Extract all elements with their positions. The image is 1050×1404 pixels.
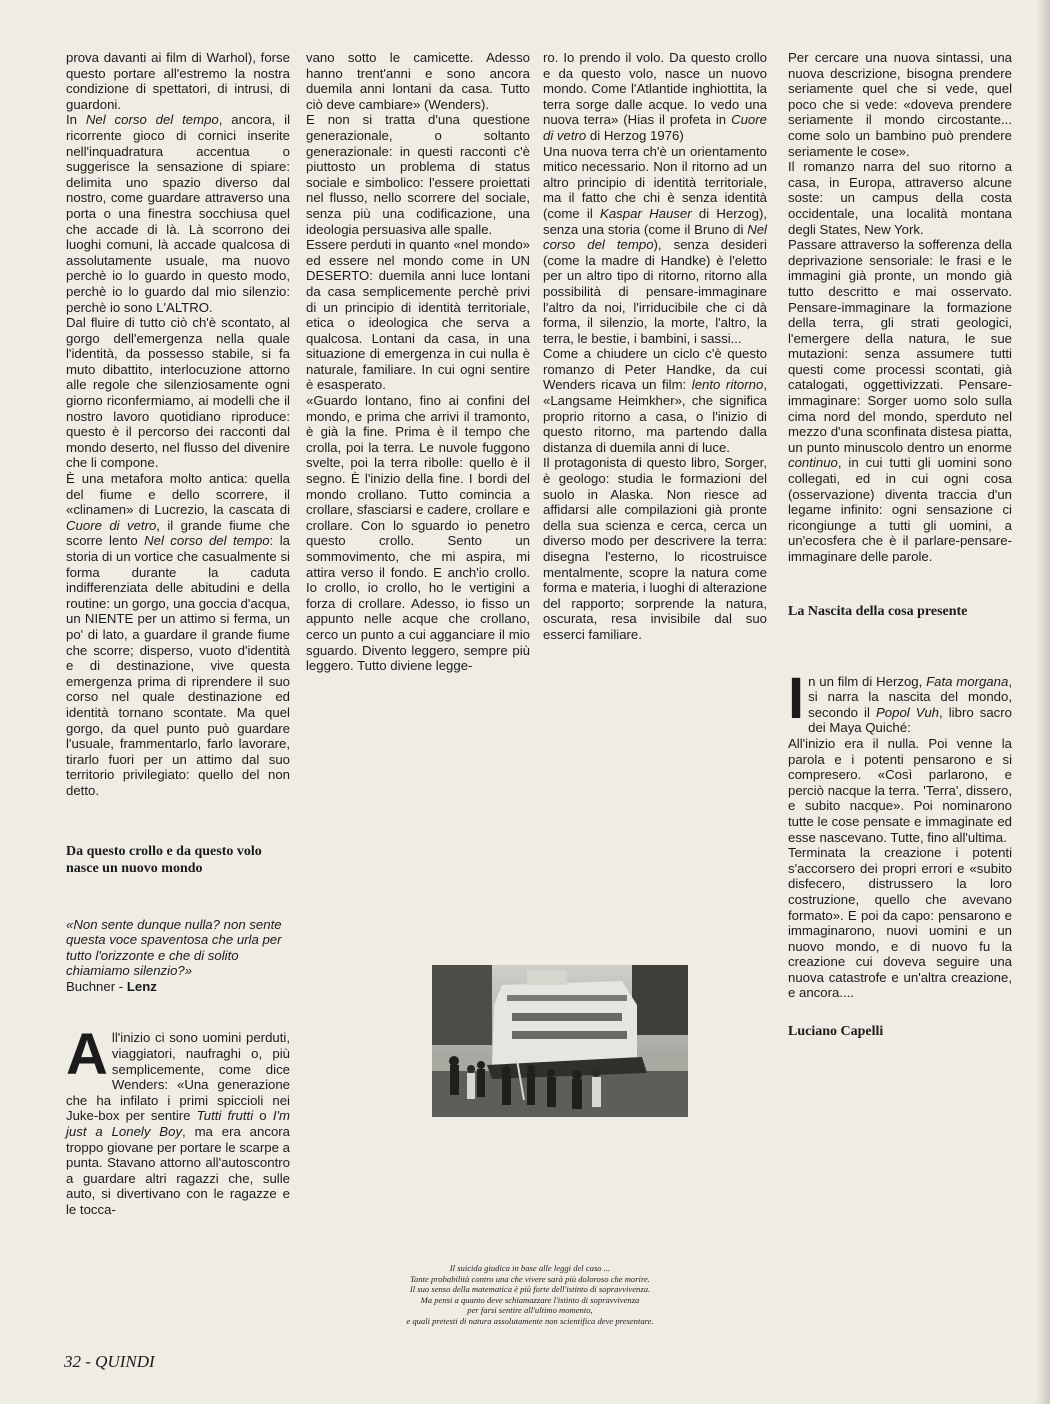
paragraph: Terminata la creazione i potenti s'accorsero dei propri errori e «subito disfecero, distrussero la loro costruzione, quello che avevano formato». E poi da capo: pensarono e immaginarono, nuovi uomini e un nuovo mondo, e di nuovo fu la creazione cui doveva seguire una nuova catastrofe e un'altra creazione, e ancora....: [788, 845, 1012, 1001]
paragraph: vano sotto le camicette. Adesso hanno trent'anni e sono ancora duemila anni lontani da casa. Tutto ciò deve cambiare» (Wenders).: [306, 50, 530, 112]
paragraph: «Guardo lontano, fino ai confini del mondo, e prima che arrivi il tramonto, è già la fine. Prima è il tempo che crolla, poi la terra. Le nuvole fuggono svelte, poi la terra ribolle: quello è il segno. È l'inizio della fine. I bordi del mondo crollano. Tutto comincia a crollare, sfasciarsi e cadere, crollare e crollare. Con lo sguardo io penetro questo crollo. Sento un sommovimento, che mi aspira, mi attira verso il fondo. E anch'io crollo. Io crollo, io crollo, ho le vertigini a forza di crollare. Adesso, io fisso un appunto nelle acque che crollano, cerco un punto a cui agganciare il mio sguardo. Divento leggero, sempre più leggero. Tutto diviene legge-: [306, 393, 530, 674]
italic-title: continuo: [788, 455, 838, 471]
text-run: , il grande fiume che scorre lento: [66, 517, 290, 549]
italic-title: lento ritorno: [691, 377, 764, 393]
photo-caption: [360, 1263, 700, 1327]
paragraph-text: [808, 674, 1012, 736]
drop-cap: A: [66, 1022, 108, 1088]
paragraph: [543, 346, 767, 455]
italic-title: Kaspar Hauser: [600, 205, 692, 221]
paragraph: Per cercare una nuova sintassi, una nuova descrizione, bisogna prendere seriamente quel che si vede, quel poco che si vede: «doveva prendere seriamente il mondo circostante... come solo un bambino può prendere seriamente le cose».: [788, 50, 1012, 159]
paragraph: Essere perduti in quanto «nel mondo» ed essere nel mondo come in UN DESERTO: duemila anni luce lontani da casa semplicemente perchè privi di un principio di identità territoriale, etica o ideologica che serva a qualcosa. Lontani da casa, in una situazione di emergenza in cui nulla è naturale, familiare. In cui ogni sentire è esasperato.: [306, 237, 530, 393]
text-run: Passare attraverso la sofferenza della deprivazione sensoriale: le frasi e le immagini già pronte, un mondo già tutto descritto e mai osservato. Pensare-immaginare la formazione della terra, gli strati geologici, l'emergere della natura, le sue mutazioni: senza assumere tutti questi come processi scontati, già catalogati, oggettivizzati. Pensare-immaginare: Sorger uomo solo sulla cima nord del mondo, sperduto nel mezzo d'una sconfinata distesa piatta, un punto minuscolo dentro un enorme: [788, 237, 1012, 455]
text-run: , si narra la nascita del mondo, secondo il: [808, 673, 1012, 720]
epigraph-quote: «Non sente dunque nulla? non sente questa voce spaventosa che urla per tutto l'orizzonte e che di solito chiamiamo silenzio?»: [66, 916, 282, 979]
caption-line: Il suo senso della matematica è più forte dell'istinto di sopravvivenza.: [409, 1284, 651, 1295]
text-run: In: [66, 112, 86, 128]
text-run: o: [253, 1108, 273, 1124]
paragraph: [543, 50, 767, 144]
italic-title: Nel corso del tempo: [144, 533, 270, 549]
italic-title: Popol Vuh: [875, 704, 940, 720]
italic-title: Tutti frutti: [196, 1108, 254, 1124]
epigraph-author: Buchner -: [66, 978, 127, 994]
photo-illustration: [432, 965, 688, 1117]
text-run: , ancora, il ricorrente gioco di cornici inserite nell'inquadratura accentua o suggerisce la sensazione di spiare: delimita uno spazio diverso dal nostro, come guardare attraverso una porta o una finestra socchiusa quel che accade di là. Là scorrono dei luoghi comuni, là accade qualcosa di assolutamente usuale, ma nuovo perchè io lo guardo in questo modo, perchè io lo guardo dal mio silenzio: perchè io sono L'ALTRO.: [66, 112, 291, 315]
text-run: ll'inizio ci sono uomini perduti, viaggiatori, naufraghi o, più semplicemente, come dice Wenders: «Una generazione che ha infilato i primi spiccioli nei Juke-box per sentire: [66, 1030, 290, 1124]
text-run: di Herzog), senza una storia (come il Bruno di: [543, 205, 767, 237]
paragraph: Dal fluire di tutto ciò ch'è scontato, al gorgo dell'emergenza nella quale l'identità, da possesso stabile, si fa muto dibattito, interlocuzione attorno alle regole che silenziosamente ogni giorno riconfermiamo, ai modelli che il nostro lavoro quotidiano riproduce: questo è il percorso dei racconti dal mondo deserto, nel flusso del divenire che li compone.: [66, 315, 290, 471]
text-run: : la storia di un vortice che casualmente si forma durante la caduta indifferenziata delle abitudini e della routine: un gorgo, una goccia d'acqua, un NIENTE per un attimo si ferma, un po' di lato, a guardare il grande fiume che scorre; disperso, vuoto d'identità e di destinazione, vive questa emergenza prima di riprendere il suo corso nel quale destinazione ed identità tornano scontate. Ma quel gorgo, da quel punto può guardare l'usuale, frammentarlo, farlo lavorare, tirarlo fuori per un attimo dal suo territorio privilegiato: quello del non detto.: [66, 533, 291, 798]
author-byline: Luciano Capelli: [788, 1024, 884, 1040]
text-run: ro. Io prendo il volo. Da questo crollo e da questo volo, nasce un nuovo mondo. Come l'Atlantide inghiottita, la terra sorge dalle acque. Io vedo una nuova terra» (Hias il profeta in: [543, 50, 767, 128]
caption-line: Ma pensi a quanto deve schiamazzare l'istinto di sopravvivenza: [420, 1294, 640, 1305]
photo-boat-and-people: [432, 965, 688, 1117]
column-3: [543, 50, 767, 643]
paragraph: All'inizio era il nulla. Poi venne la parola e i potenti pensarono e si compresero. «Così parlarono, e perciò nacque la terra. 'Terra', dissero, e subito nacque». Poi nominarono tutte le cose pensate e immaginate ed esse nascevano. Tutte, fino all'ultima.: [788, 735, 1012, 845]
italic-title: Cuore di vetro: [543, 112, 767, 143]
text-run: di Herzog 1976): [586, 127, 684, 143]
column-2: [306, 50, 530, 674]
text-run: , libro sacro dei Maya Quiché:: [808, 704, 1012, 736]
text-run: Una nuova terra ch'è un orientamento mitico necessario. Non il ritorno ad un altro principio di identità territoriale, ma il fatto che chi è senza identità (come il: [543, 143, 767, 221]
caption-line: Il suicida giudica in base alle leggi del caso ...: [449, 1263, 611, 1273]
paragraph: Il protagonista di questo libro, Sorger, è geologo: studia le formazioni del suolo in Alaska. Non riesce ad affidarsi alle compilazioni già pronte della sua scienza e cerca, cerca un diverso modo per descrivere la terra: disegna l'esterno, lo ricostruisce mentalmente, scopre la natura come forma e materia, i luoghi di alterazione del rapporto; sorprende la natura, oscurata, resa invisibile dal suo esserci familiare.: [543, 455, 767, 642]
paragraph: prova davanti ai film di Warhol), forse questo portare all'estremo la nostra condizione di spettatori, di intrusi, di guardoni.: [66, 50, 290, 112]
paragraph: [66, 112, 290, 315]
caption-line: per farsi sentire all'ultimo momento,: [467, 1305, 593, 1316]
italic-title: Fata morgana: [926, 673, 1009, 689]
column-1: [66, 50, 290, 1218]
caption-line: Tante probabilità contro una che vivere sarà più doloroso che morire.: [410, 1273, 650, 1284]
text-run: , «Langsame Heimkher», che significa proprio ritorno a casa, o l'inizio di questo ritorno, ma partendo dalla distanza di duemila anni di luce.: [543, 377, 767, 455]
text-run: È una metafora molto antica: quella del fiume e dello scorrere, il «clinamen» di Lucrezio, la cascata di: [66, 471, 290, 518]
paragraph-with-dropcap: [788, 665, 1012, 736]
paragraph: [788, 237, 1012, 564]
italic-title: Cuore di vetro: [66, 517, 157, 533]
text-run: Come a chiudere un ciclo c'è questo romanzo di Peter Handke, da cui Wenders ricava un film:: [543, 346, 767, 393]
text-run: n un film di Herzog,: [808, 673, 927, 689]
paragraph: Il romanzo narra del suo ritorno a casa, in Europa, attraverso alcune soste: un campus della costa occidentale, una località montana degli States, New York.: [788, 159, 1012, 237]
drop-cap: I: [788, 665, 805, 731]
epigraph-attribution: [66, 979, 290, 995]
text-run: ), senza desideri (come la madre di Handke) è l'eletto per un altro tipo di ritorno, ritorno alla possibilità di pensare-immaginare l'altro da noi, l'irriducibile che ci dà forma, il silenzio, la morte, l'altro, la terra, le bestie, i bambini, i sassi...: [543, 237, 767, 346]
text-run: , in cui tutti gli uomini sono collegati, ed in cui ogni cosa (osservazione) diventa traccia d'un legame infinito: ogni sensazione ci ricongiunge a tutti gli uomini, a un'ecosfera che è il parlare-pensare-immaginare delle parole.: [788, 455, 1012, 564]
paragraph-with-dropcap: [66, 1022, 291, 1217]
column-4: [788, 50, 1012, 1040]
section-heading: Da questo crollo e da questo volo nasce un nuovo mondo: [66, 843, 262, 876]
italic-title: Nel corso del tempo: [543, 221, 767, 253]
text-run: , ma era ancora troppo giovane per portare le scarpe a punta. Stavano attorno all'autoscontro a guardare altri ragazzi che, sulle auto, si divertivano con le ragazze e le tocca-: [66, 1124, 291, 1217]
italic-title: Nel corso del tempo: [85, 112, 219, 128]
italic-title: I'm just a Lonely Boy: [66, 1108, 290, 1140]
paragraph: [543, 144, 767, 347]
page-spine-shadow: [1036, 0, 1050, 1404]
paragraph: [66, 471, 290, 798]
page-folio: 32 - QUINDI: [64, 1352, 155, 1371]
paragraph: E non si tratta d'una questione generazionale, o soltanto generazionale: in questi racconti c'è piuttosto un problema di status sociale e simbolico: l'essere proiettati nel flusso, nello scorrere del sociale, senza più una codificazione, una ideologia persuasiva alle spalle.: [306, 112, 530, 237]
caption-line: e quali pretesti di natura assolutamente non scientifica deve presentare.: [406, 1315, 654, 1326]
section-heading: La Nascita della cosa presente: [788, 603, 968, 619]
epigraph-work: Lenz: [126, 978, 157, 994]
